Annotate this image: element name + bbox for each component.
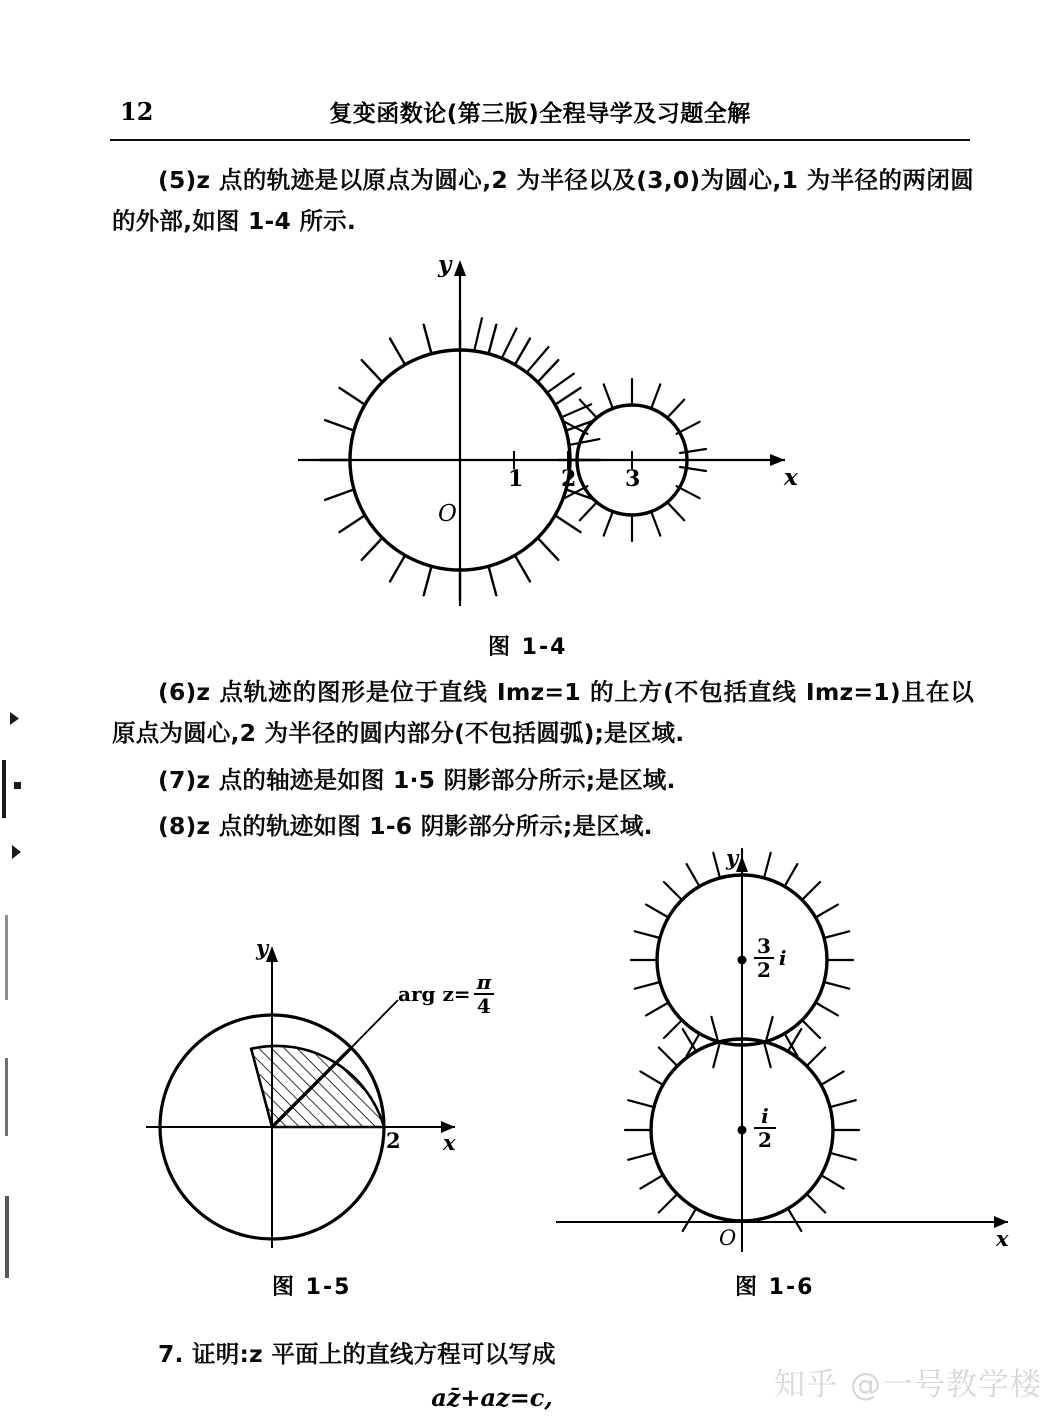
- fig16-upper-center-label: [754, 936, 787, 980]
- equation-7-expression: az̄+az=c,: [431, 1383, 553, 1412]
- figure-1-4-svg: [280, 248, 820, 623]
- fig14-origin-label: O: [438, 501, 457, 527]
- fig15-annotation: [398, 972, 494, 1016]
- paragraph-8-text: (8)z 点的轨迹如图 1-6 阴影部分所示;是区域.: [158, 812, 653, 840]
- fig14-axes: [298, 260, 785, 606]
- fig16-x-axis-label: x: [996, 1226, 1009, 1251]
- paragraph-6: [112, 672, 974, 754]
- scan-artifact-dot: [14, 782, 21, 789]
- watermark-site: 知乎: [774, 1367, 838, 1403]
- paragraph-7-text: (7)z 点的轴迹是如图 1·5 阴影部分所示;是区域.: [158, 766, 676, 794]
- fig15-annotation-fraction: [474, 972, 495, 1016]
- fig15-fraction-denominator: 4: [476, 994, 491, 1018]
- watermark: [774, 1359, 1042, 1404]
- figure-1-6-caption: 图 1-6: [735, 1275, 815, 1300]
- fig15-annotation-leader: [345, 1000, 398, 1054]
- figure-1-4: [280, 248, 820, 623]
- equation-line-7: [112, 1383, 872, 1412]
- scan-artifact-mark: [12, 845, 21, 859]
- figure-1-5-caption: 图 1-5: [272, 1275, 352, 1300]
- fig14-x-axis-label: x: [784, 464, 798, 491]
- scan-artifact-bar: [5, 915, 8, 1000]
- scan-artifact-bar: [5, 1058, 8, 1136]
- fig15-shaded-sector: [251, 1046, 384, 1127]
- fig16-lower-denominator: 2: [758, 1128, 772, 1152]
- fig15-fraction-numerator: π: [476, 970, 492, 994]
- fig16-upper-fraction: [754, 936, 774, 980]
- watermark-handle: @一号教学楼: [850, 1367, 1042, 1403]
- fig16-upper-denominator: 2: [757, 958, 771, 982]
- scan-artifact-bar: [5, 1196, 9, 1278]
- figure-1-6: [556, 840, 1026, 1260]
- fig15-tick-label-2: 2: [386, 1128, 401, 1153]
- fig14-tick-label-3: 3: [625, 466, 641, 492]
- fig16-lower-fraction: [754, 1106, 776, 1150]
- fig16-upper-numerator: 3: [757, 934, 771, 958]
- figure-1-5: [140, 930, 530, 1260]
- scan-artifact-bar: [2, 760, 6, 818]
- fig16-origin-label: O: [719, 1226, 737, 1250]
- paragraph-7: [112, 760, 974, 801]
- fig16-y-axis-label: y: [726, 845, 739, 870]
- fig15-y-axis-label: y: [256, 935, 269, 960]
- paragraph-question-7: [158, 1334, 858, 1375]
- fig16-axes: [556, 856, 1008, 1252]
- figure-1-6-svg: [556, 840, 1026, 1260]
- question-7-text: 7. 证明:z 平面上的直线方程可以写成: [158, 1340, 556, 1368]
- fig14-y-axis-label: y: [438, 251, 452, 278]
- fig15-x-axis-label: x: [443, 1130, 456, 1155]
- paragraph-5: [112, 160, 974, 242]
- fig16-lower-center-point: [738, 1126, 747, 1135]
- fig16-lower-numerator: i: [761, 1104, 769, 1128]
- fig14-tick-label-1: 1: [508, 466, 524, 492]
- header-divider: [110, 139, 970, 141]
- page-header: [110, 95, 970, 137]
- figure-1-4-caption: 图 1-4: [488, 635, 568, 660]
- fig16-lower-center-label: [754, 1106, 776, 1150]
- fig14-tick-label-2: 2: [561, 466, 577, 492]
- paragraph-5-text: (5)z 点的轨迹是以原点为圆心,2 为半径以及(3,0)为圆心,1 为半径的两闭圆的外部,如图 1-4 所示.: [112, 166, 974, 235]
- fig16-upper-imaginary-unit: i: [778, 946, 787, 970]
- scan-artifact-mark: [10, 712, 19, 725]
- fig16-upper-center-point: [738, 956, 747, 965]
- fig15-annotation-text: arg z=: [398, 982, 471, 1006]
- paragraph-6-text: (6)z 点轨迹的图形是位于直线 Imz=1 的上方(不包括直线 Imz=1)且在以原点为圆心,2 为半径的圆内部分(不包括圆弧);是区域.: [112, 678, 974, 747]
- page-number: 12: [120, 97, 154, 126]
- book-title: 复变函数论(第三版)全程导学及习题全解: [329, 101, 751, 127]
